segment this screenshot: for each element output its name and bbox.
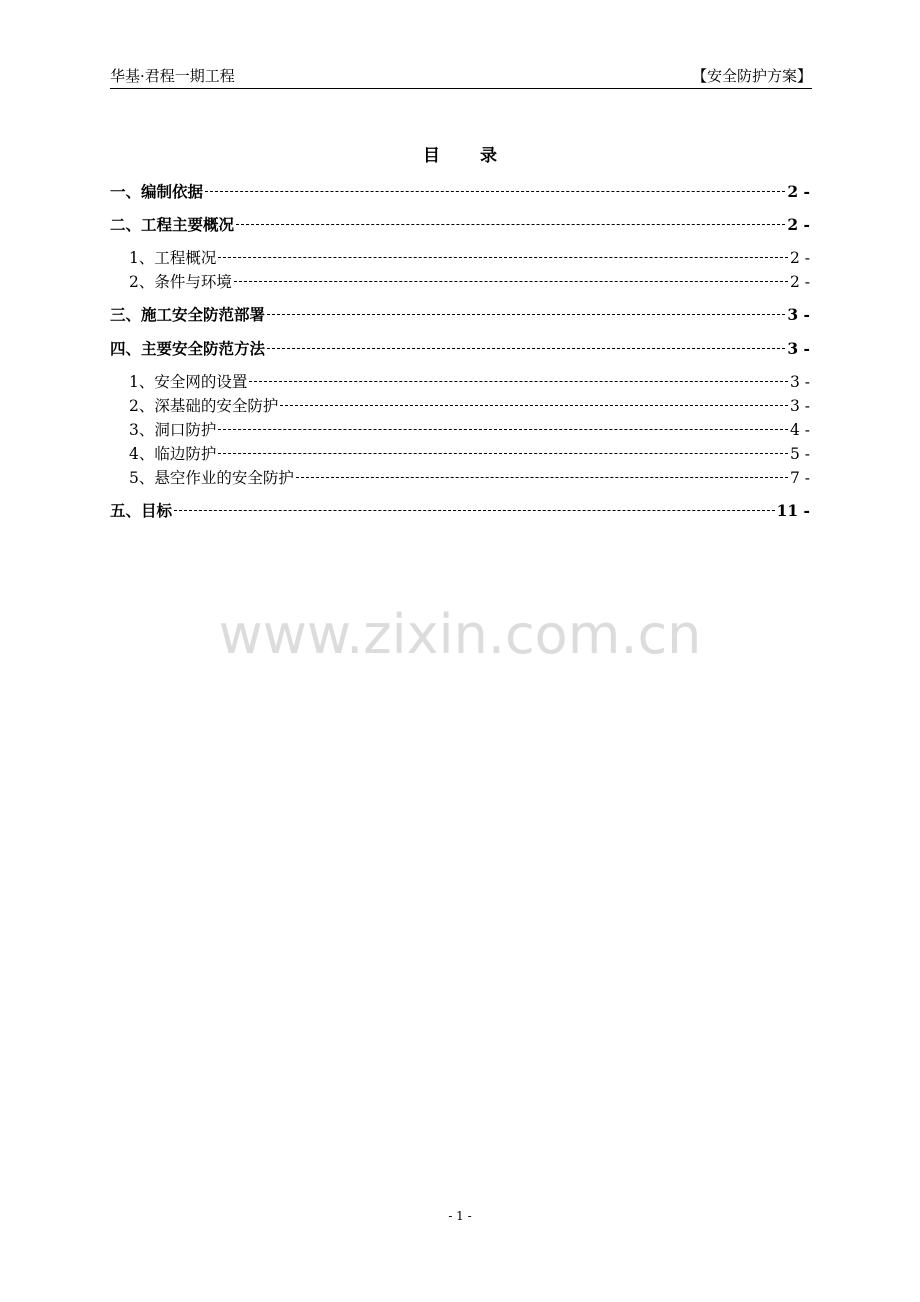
toc-entry-page: 5 - xyxy=(789,445,810,463)
page-header xyxy=(110,66,812,88)
toc-leader xyxy=(205,191,785,192)
toc-title: 目录 xyxy=(423,146,537,166)
toc-entry-text: 一、编制依据 xyxy=(110,182,204,201)
toc-entry-text: 2、条件与环境 xyxy=(129,273,232,291)
toc-entry-text: 二、工程主要概况 xyxy=(110,215,235,234)
toc-entry-page: 3 - xyxy=(789,373,810,391)
toc-entry[interactable] xyxy=(110,303,810,325)
toc-entry[interactable] xyxy=(110,442,810,464)
toc-entry[interactable] xyxy=(110,418,810,440)
toc-entry-text: 3、洞口防护 xyxy=(129,421,217,439)
toc-entry-text: 1、工程概况 xyxy=(129,249,217,267)
toc-leader xyxy=(174,510,775,511)
toc-leader xyxy=(218,429,788,430)
toc-entry-page: 7 - xyxy=(789,469,810,487)
toc-leader xyxy=(218,453,788,454)
toc-entry[interactable] xyxy=(110,499,810,521)
toc-entry[interactable] xyxy=(110,246,810,268)
document-project-name: 华基·君程一期工程 xyxy=(110,67,235,85)
toc-entry-text: 三、施工安全防范部署 xyxy=(110,305,266,324)
toc-leader xyxy=(234,281,788,282)
toc-entry-page: 2 - xyxy=(787,215,810,234)
toc-entry[interactable] xyxy=(110,370,810,392)
toc-entry[interactable] xyxy=(110,213,810,235)
toc-entry-text: 5、悬空作业的安全防护 xyxy=(129,469,294,487)
toc-leader xyxy=(267,348,785,349)
document-section-title: 【安全防护方案】 xyxy=(691,67,812,85)
watermark: www.zixin.com.cn xyxy=(218,603,702,666)
header-rule xyxy=(110,88,812,89)
toc-entry-text: 2、深基础的安全防护 xyxy=(129,397,279,415)
toc-entry-text: 四、主要安全防范方法 xyxy=(110,339,266,358)
toc-entry[interactable] xyxy=(110,394,810,416)
toc-entry-page: 2 - xyxy=(789,249,810,267)
toc-entry-page: 3 - xyxy=(787,305,810,324)
toc-entry-text: 五、目标 xyxy=(110,501,173,520)
toc-entry-page: 3 - xyxy=(787,339,810,358)
toc-entry-page: 4 - xyxy=(789,421,810,439)
toc-leader xyxy=(296,477,788,478)
toc-leader xyxy=(218,257,788,258)
toc-leader xyxy=(280,405,788,406)
toc-entry[interactable] xyxy=(110,337,810,359)
toc-leader xyxy=(249,381,788,382)
toc-entry-text: 1、安全网的设置 xyxy=(129,373,248,391)
toc-entry[interactable] xyxy=(110,180,810,202)
toc-entry[interactable] xyxy=(110,466,810,488)
toc-leader xyxy=(267,314,785,315)
page-number: - 1 - xyxy=(448,1209,472,1223)
toc-entry-page: 3 - xyxy=(789,397,810,415)
toc-entry-text: 4、临边防护 xyxy=(129,445,217,463)
toc-entry[interactable] xyxy=(110,270,810,292)
toc-leader xyxy=(236,224,785,225)
toc-entry-page: 2 - xyxy=(789,273,810,291)
toc-entry-page: 2 - xyxy=(787,182,810,201)
toc-entry-page: 11 - xyxy=(776,501,810,520)
